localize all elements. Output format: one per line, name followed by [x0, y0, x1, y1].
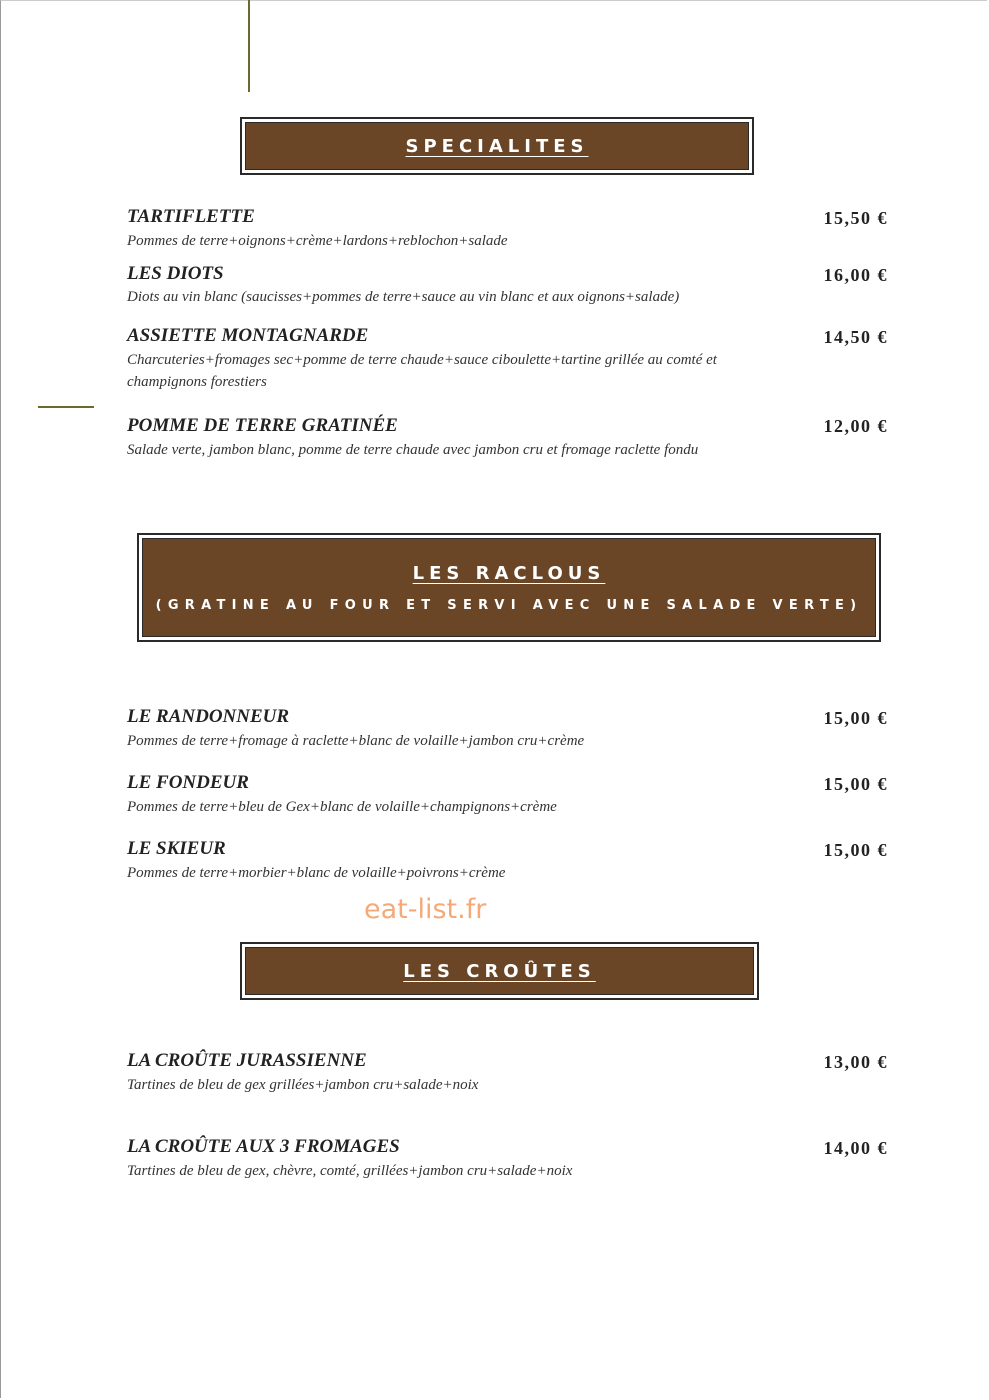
menu-item-name: LE FONDEUR — [127, 772, 249, 793]
raclous-subtitle: (GRATINE AU FOUR ET SERVI AVEC UNE SALADE VERTE) — [155, 597, 863, 613]
decorative-horizontal-line — [38, 406, 94, 408]
menu-item-name: LES DIOTS — [127, 263, 224, 284]
menu-item-price: 14,50 € — [823, 327, 888, 347]
menu-item-price: 15,00 € — [823, 708, 888, 728]
specialites-title: SPECIALITES — [405, 135, 589, 157]
raclous-banner — [137, 533, 881, 642]
menu-item-name: LA CROÛTE AUX 3 FROMAGES — [127, 1136, 400, 1157]
croutes-banner-inner — [245, 947, 754, 995]
menu-item-price: 15,00 € — [823, 840, 888, 860]
menu-item-description: Tartines de bleu de gex, chèvre, comté, grillées+jambon cru+salade+noix — [127, 1163, 573, 1179]
watermark-text: eat-list.fr — [364, 894, 487, 925]
menu-item-name: LE SKIEUR — [127, 838, 226, 859]
menu-item-description: Salade verte, jambon blanc, pomme de terre chaude avec jambon cru et fromage raclette fondu — [127, 442, 699, 458]
raclous-title: LES RACLOUS — [412, 562, 606, 584]
menu-item-description: Charcuteries+fromages sec+pomme de terre chaude+sauce ciboulette+tartine grillée au comté et champignons forestiers — [127, 352, 717, 390]
menu-item-price: 16,00 € — [823, 265, 888, 285]
menu-item-price: 14,00 € — [823, 1138, 888, 1158]
menu-item-description: Diots au vin blanc (saucisses+pommes de terre+sauce au vin blanc et aux oignons+salade) — [127, 289, 680, 305]
menu-item-description: Pommes de terre+bleu de Gex+blanc de volaille+champignons+crème — [127, 799, 557, 815]
raclous-banner-inner — [142, 538, 876, 637]
menu-item-description: Pommes de terre+morbier+blanc de volaille+poivrons+crème — [127, 865, 506, 881]
menu-item-price: 15,50 € — [823, 208, 888, 228]
specialites-banner — [240, 117, 754, 175]
menu-item-name: LE RANDONNEUR — [127, 706, 290, 727]
menu-item-price: 12,00 € — [823, 416, 888, 436]
menu-item-name: TARTIFLETTE — [127, 206, 255, 227]
croutes-banner — [240, 942, 759, 1000]
decorative-vertical-line — [248, 0, 250, 92]
menu-item-price: 13,00 € — [823, 1052, 888, 1072]
menu-item-name: ASSIETTE MONTAGNARDE — [127, 325, 369, 346]
menu-item-description: Tartines de bleu de gex grillées+jambon cru+salade+noix — [127, 1077, 479, 1093]
specialites-banner-inner — [245, 122, 749, 170]
menu-item-name: POMME DE TERRE GRATINÉE — [127, 415, 398, 436]
menu-item-name: LA CROÛTE JURASSIENNE — [127, 1050, 367, 1071]
croutes-title: LES CROÛTES — [403, 960, 596, 982]
menu-item-description: Pommes de terre+fromage à raclette+blanc de volaille+jambon cru+crème — [127, 733, 585, 749]
menu-item-price: 15,00 € — [823, 774, 888, 794]
menu-item-description: Pommes de terre+oignons+crème+lardons+reblochon+salade — [127, 233, 508, 249]
